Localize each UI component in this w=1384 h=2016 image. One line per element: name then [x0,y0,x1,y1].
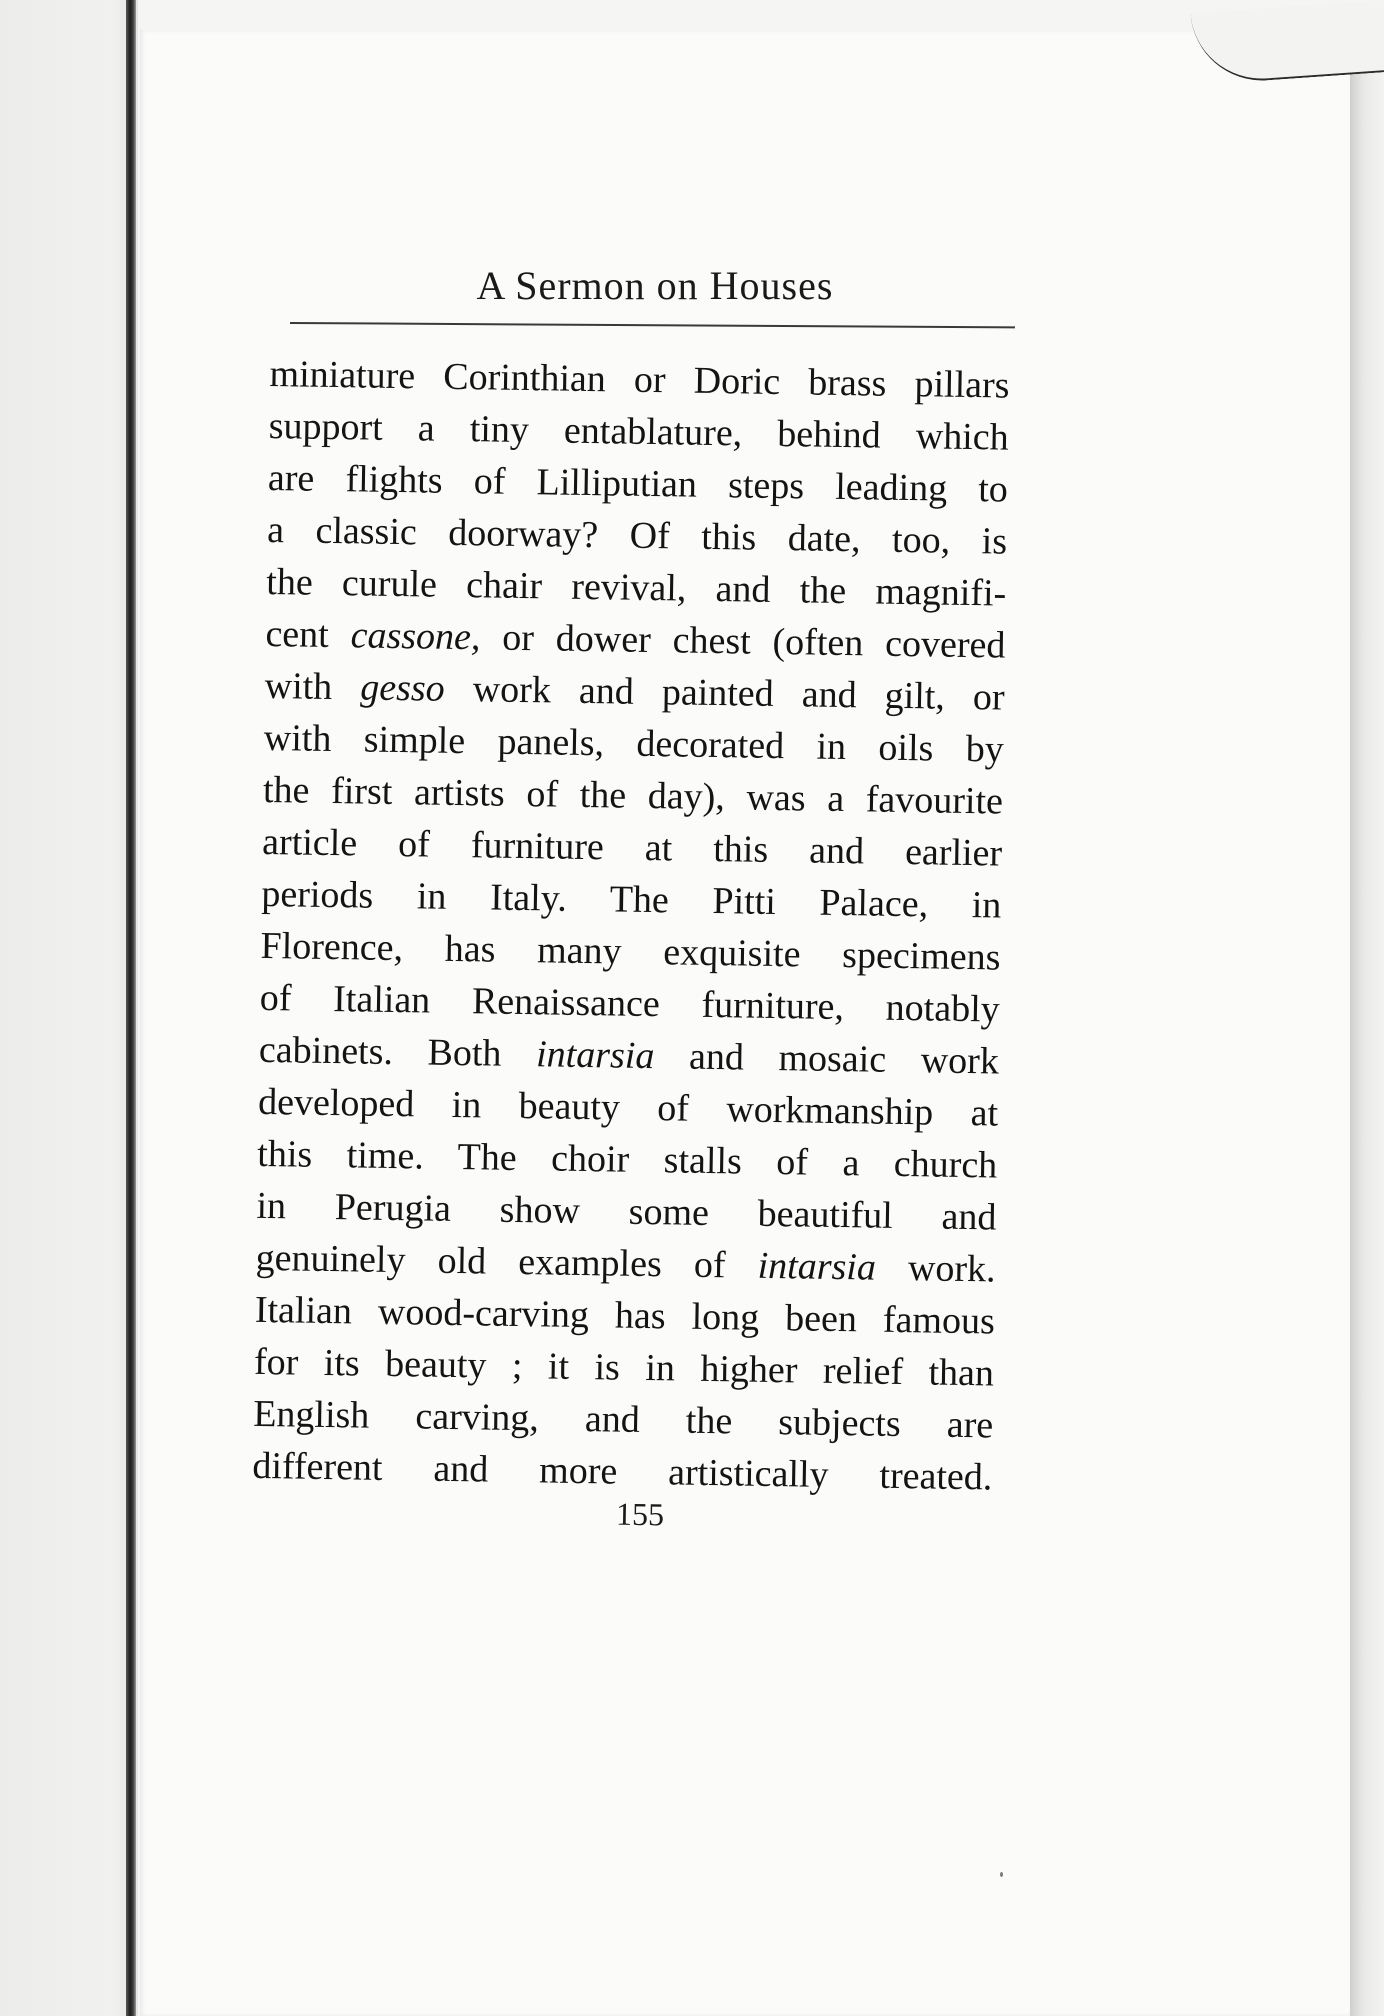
text-run: work. [875,1246,996,1291]
book-gutter [126,0,136,2016]
text-run: genuinely old examples of [255,1236,759,1287]
italic-term: cassone, [350,614,481,659]
left-page-edge [0,0,138,2016]
text-run: Italian wood-carving has long been famous [254,1288,996,1343]
running-title: A Sermon on Houses [476,263,834,308]
text-run: periods in Italy. The Pitti Palace, in [261,872,1002,927]
italic-term: intarsia [535,1033,655,1078]
text-run: developed in beauty of workmanship at [257,1080,999,1135]
text-run: English carving, and the subjects are [252,1392,994,1447]
text-run: are flights of Lilliputian steps leading to [267,456,1009,511]
text-run: miniature Corinthian or Doric brass pillars [269,352,1010,407]
text-run: cent [265,612,351,657]
text-run: and mosaic work [654,1035,1000,1083]
text-run: the first artists of the day), was a favourite [262,768,1004,823]
text-run: of Italian Renaissance furniture, notably [259,976,1001,1031]
italic-term: gesso [359,666,446,710]
text-run: the curule chair revival, and the magnifi- [265,560,1007,615]
text-run: in Perugia show some beautiful and [256,1184,997,1239]
italic-term: intarsia [757,1244,877,1289]
text-run: article of furniture at this and earlier [261,820,1003,875]
text-run: with simple panels, decorated in oils by [263,716,1005,771]
text-run: this time. The choir stalls of a church [257,1132,998,1187]
body-text [252,348,1010,1503]
text-run: with [264,664,361,709]
text-run: for its beauty ; it is in higher relief than [253,1340,995,1395]
dust-speck [1000,1872,1003,1877]
right-page-edge [1350,60,1384,2016]
text-run: different and more artistically treated. [252,1444,993,1499]
text-run: cabinets. Both [258,1028,537,1076]
text-run: a classic doorway? Of this date, too, is [266,508,1008,563]
text-run: Florence, has many exquisite specimens [260,924,1001,979]
page-number: 155 [615,1495,665,1533]
text-run: or dower chest (often covered [480,616,1006,667]
text-run: support a tiny entablature, behind which [268,404,1010,459]
text-run: work and painted and gilt, or [444,667,1005,719]
